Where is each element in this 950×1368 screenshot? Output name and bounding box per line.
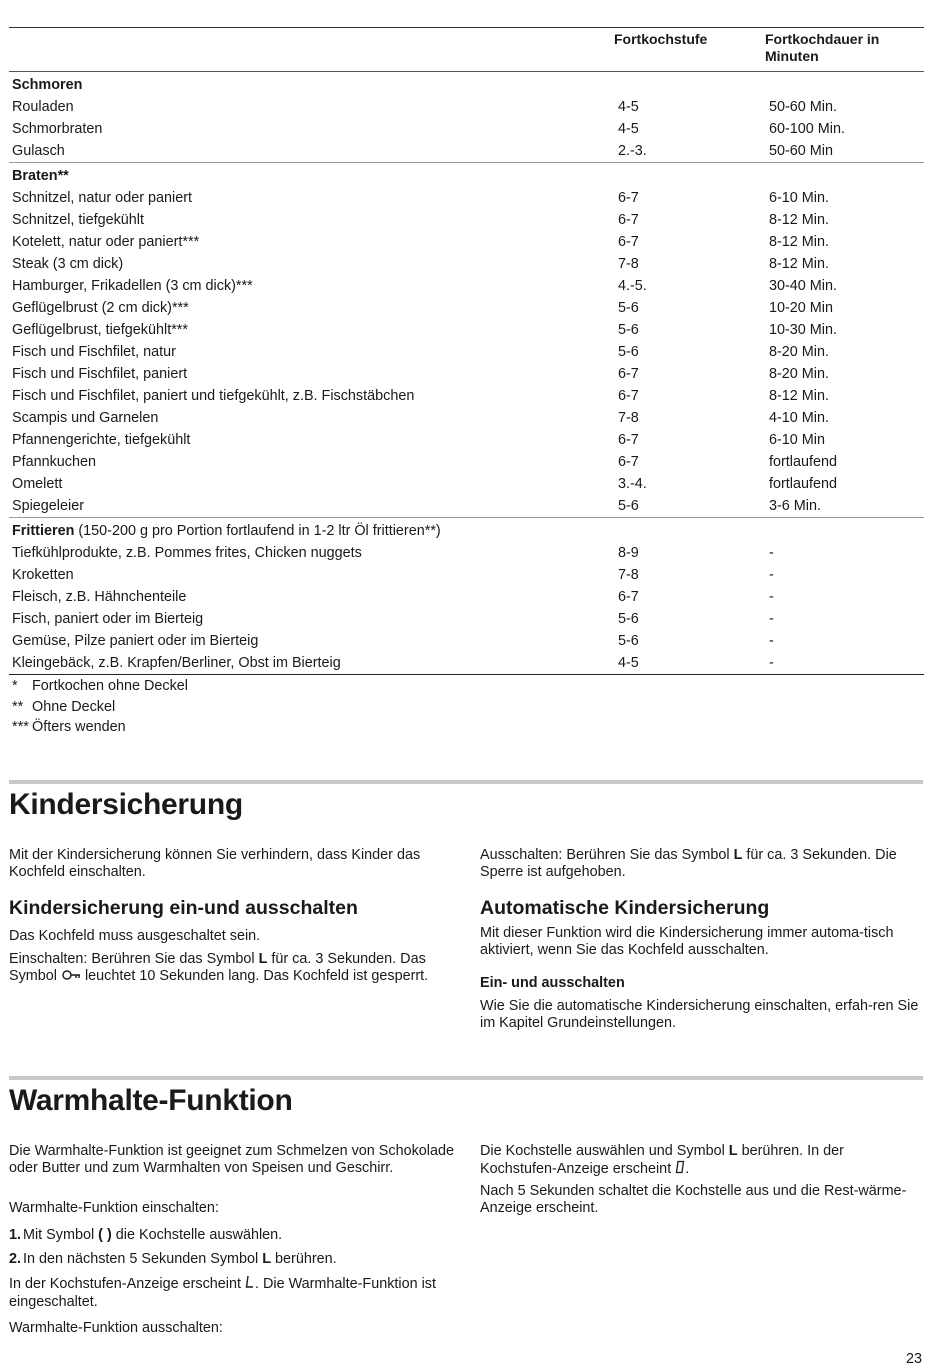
kinder-sub1-p2: Einschalten: Berühren Sie das Symbol L für ca. 3 Sekunden. Das Symbol leuchtet 10 Sekunden lang. Das Kochfeld ist gesperrt. [9, 951, 429, 984]
duration-cell: 8-20 Min. [769, 344, 829, 360]
kinder-sub2-p2: Wie Sie die automatische Kindersicherung einschalten, erfah-ren Sie im Kapitel Grundeinstellungen. [480, 998, 919, 1031]
table-group [9, 520, 924, 675]
dish-cell: Pfannengerichte, tiefgekühlt [12, 432, 191, 448]
display-l-icon [245, 1275, 255, 1294]
table-row [9, 96, 924, 118]
footnote: * Fortkochen ohne Deckel [12, 678, 188, 694]
duration-cell: fortlaufend [769, 454, 838, 470]
dish-cell: Gemüse, Pilze paniert oder im Bierteig [12, 633, 259, 649]
level-cell: 2.-3. [618, 143, 647, 159]
kinder-sub2-heading: Ein- und ausschalten [480, 975, 625, 991]
level-cell: 5-6 [618, 300, 639, 316]
level-cell: 8-9 [618, 545, 639, 561]
section-divider [9, 1076, 923, 1080]
header-fortkochdauer: Fortkochdauer in Minuten [765, 31, 880, 64]
duration-cell: 8-12 Min. [769, 234, 829, 250]
duration-cell: - [769, 545, 774, 561]
group-title-row [9, 520, 924, 542]
group-title: Frittieren [12, 523, 75, 539]
table-group [9, 165, 924, 518]
level-cell: 5-6 [618, 322, 639, 338]
level-cell: 6-7 [618, 589, 639, 605]
dish-cell: Schnitzel, natur oder paniert [12, 190, 192, 206]
duration-cell: 6-10 Min [769, 432, 825, 448]
duration-cell: 50-60 Min. [769, 99, 837, 115]
level-cell: 5-6 [618, 633, 639, 649]
level-cell: 4-5 [618, 121, 639, 137]
table-row [9, 341, 924, 363]
duration-cell: 50-60 Min [769, 143, 833, 159]
table-row [9, 564, 924, 586]
level-cell: 6-7 [618, 366, 639, 382]
group-note: (150-200 g pro Portion fortlaufend in 1-2 ltr Öl frittieren**) [74, 523, 441, 539]
level-cell: 5-6 [618, 344, 639, 360]
table-row [9, 542, 924, 564]
level-cell: 6-7 [618, 454, 639, 470]
section-title-kindersicherung: Kindersicherung [9, 788, 243, 821]
level-cell: 6-7 [618, 190, 639, 206]
table-row [9, 297, 924, 319]
duration-cell: - [769, 567, 774, 583]
warm-p2: Warmhalte-Funktion einschalten: [9, 1200, 219, 1216]
level-cell: 4-5 [618, 655, 639, 671]
group-title: Braten** [12, 168, 69, 184]
dish-cell: Fisch und Fischfilet, natur [12, 344, 176, 360]
table-row [9, 385, 924, 407]
table-row [9, 495, 924, 517]
page-number: 23 [905, 1351, 922, 1367]
dish-cell: Hamburger, Frikadellen (3 cm dick)*** [12, 278, 253, 294]
dish-cell: Fisch und Fischfilet, paniert und tiefgekühlt, z.B. Fischstäbchen [12, 388, 415, 404]
symbol-l: L [258, 951, 268, 967]
level-cell: 7-8 [618, 567, 639, 583]
warm-right-p2: Nach 5 Sekunden schaltet die Kochstelle aus und die Rest-wärme-Anzeige erscheint. [480, 1183, 907, 1216]
table-row [9, 473, 924, 495]
footnotes [12, 676, 188, 738]
duration-cell: - [769, 633, 774, 649]
level-cell: 6-7 [618, 388, 639, 404]
level-cell: 4.-5. [618, 278, 647, 294]
kinder-sub2-title: Automatische Kindersicherung [480, 897, 770, 919]
duration-cell: 10-30 Min. [769, 322, 837, 338]
table-row [9, 118, 924, 140]
table-row [9, 319, 924, 341]
level-cell: 6-7 [618, 432, 639, 448]
level-cell: 6-7 [618, 212, 639, 228]
kinder-sub1-title: Kindersicherung ein-und ausschalten [9, 897, 358, 919]
dish-cell: Spiegeleier [12, 498, 85, 514]
cooking-table [9, 27, 924, 675]
table-row [9, 652, 924, 674]
table-row [9, 630, 924, 652]
warm-p4: Warmhalte-Funktion ausschalten: [9, 1320, 223, 1336]
duration-cell: 8-12 Min. [769, 256, 829, 272]
duration-cell: - [769, 655, 774, 671]
symbol-l: L [728, 1143, 738, 1159]
kinder-sub2-p1: Mit dieser Funktion wird die Kindersicherung immer automa-tisch aktiviert, wenn Sie das Kochfeld ausschalten. [480, 925, 894, 958]
dish-cell: Pfannkuchen [12, 454, 97, 470]
warm-right-p1: Die Kochstelle auswählen und Symbol L berühren. In der Kochstufen-Anzeige erscheint . [480, 1143, 844, 1177]
level-cell: 6-7 [618, 234, 639, 250]
group-title-row [9, 74, 924, 96]
dish-cell: Fleisch, z.B. Hähnchenteile [12, 589, 187, 605]
table-row [9, 429, 924, 451]
table-row [9, 407, 924, 429]
dish-cell: Omelett [12, 476, 63, 492]
table-row [9, 253, 924, 275]
kinder-ausschalten: Ausschalten: Berühren Sie das Symbol L für ca. 3 Sekunden. Die Sperre ist aufgehoben. [480, 847, 897, 880]
level-cell: 3.-4. [618, 476, 647, 492]
hotplate-symbol: ( ) [98, 1227, 112, 1243]
dish-cell: Gulasch [12, 143, 65, 159]
key-lock-icon [61, 969, 81, 986]
dish-cell: Tiefkühlprodukte, z.B. Pommes frites, Chicken nuggets [12, 545, 362, 561]
dish-cell: Rouladen [12, 99, 74, 115]
warm-p1: Die Warmhalte-Funktion ist geeignet zum Schmelzen von Schokolade oder Butter und zum Warmhalten von Speisen und Geschirr. [9, 1143, 454, 1176]
duration-cell: 4-10 Min. [769, 410, 829, 426]
level-cell: 5-6 [618, 498, 639, 514]
level-cell: 7-8 [618, 256, 639, 272]
symbol-l: L [733, 847, 743, 863]
dish-cell: Schmorbraten [12, 121, 103, 137]
kinder-intro: Mit der Kindersicherung können Sie verhindern, dass Kinder das Kochfeld einschalten. [9, 847, 421, 880]
dish-cell: Kroketten [12, 567, 74, 583]
duration-cell: 60-100 Min. [769, 121, 845, 137]
symbol-l: L [262, 1251, 272, 1267]
table-row [9, 140, 924, 162]
duration-cell: 8-20 Min. [769, 366, 829, 382]
level-cell: 7-8 [618, 410, 639, 426]
group-title: Schmoren [12, 77, 83, 93]
duration-cell: - [769, 589, 774, 605]
duration-cell: - [769, 611, 774, 627]
table-row [9, 363, 924, 385]
table-group [9, 74, 924, 163]
group-title-row [9, 165, 924, 187]
duration-cell: 8-12 Min. [769, 388, 829, 404]
table-row [9, 608, 924, 630]
dish-cell: Scampis und Garnelen [12, 410, 159, 426]
display-zero-icon [675, 1160, 685, 1179]
warm-step-2: 2. In den nächsten 5 Sekunden Symbol L berühren. [9, 1251, 337, 1267]
header-fortkochstufe: Fortkochstufe [614, 31, 708, 47]
table-row [9, 187, 924, 209]
duration-cell: 8-12 Min. [769, 212, 829, 228]
table-row [9, 275, 924, 297]
table-header [9, 28, 924, 72]
dish-cell: Fisch und Fischfilet, paniert [12, 366, 188, 382]
table-row [9, 209, 924, 231]
duration-cell: fortlaufend [769, 476, 838, 492]
warm-p3: In der Kochstufen-Anzeige erscheint . Die Warmhalte-Funktion ist eingeschaltet. [9, 1276, 436, 1310]
warm-step-1: 1. Mit Symbol ( ) die Kochstelle auswählen. [9, 1227, 283, 1243]
section-title-warmhalte: Warmhalte-Funktion [9, 1084, 293, 1117]
duration-cell: 6-10 Min. [769, 190, 829, 206]
dish-cell: Schnitzel, tiefgekühlt [12, 212, 144, 228]
table-row [9, 451, 924, 473]
footnote: *** Öfters wenden [12, 719, 126, 735]
table-row [9, 231, 924, 253]
duration-cell: 30-40 Min. [769, 278, 837, 294]
level-cell: 4-5 [618, 99, 639, 115]
dish-cell: Kleingebäck, z.B. Krapfen/Berliner, Obst im Bierteig [12, 655, 341, 671]
table-body [9, 74, 924, 675]
dish-cell: Fisch, paniert oder im Bierteig [12, 611, 204, 627]
dish-cell: Geflügelbrust (2 cm dick)*** [12, 300, 189, 316]
duration-cell: 10-20 Min [769, 300, 833, 316]
duration-cell: 3-6 Min. [769, 498, 821, 514]
dish-cell: Kotelett, natur oder paniert*** [12, 234, 200, 250]
table-row [9, 586, 924, 608]
dish-cell: Geflügelbrust, tiefgekühlt*** [12, 322, 188, 338]
kinder-sub1-p1: Das Kochfeld muss ausgeschaltet sein. [9, 928, 261, 944]
footnote: ** Ohne Deckel [12, 698, 116, 715]
level-cell: 5-6 [618, 611, 639, 627]
section-divider [9, 780, 923, 784]
dish-cell: Steak (3 cm dick) [12, 256, 124, 272]
